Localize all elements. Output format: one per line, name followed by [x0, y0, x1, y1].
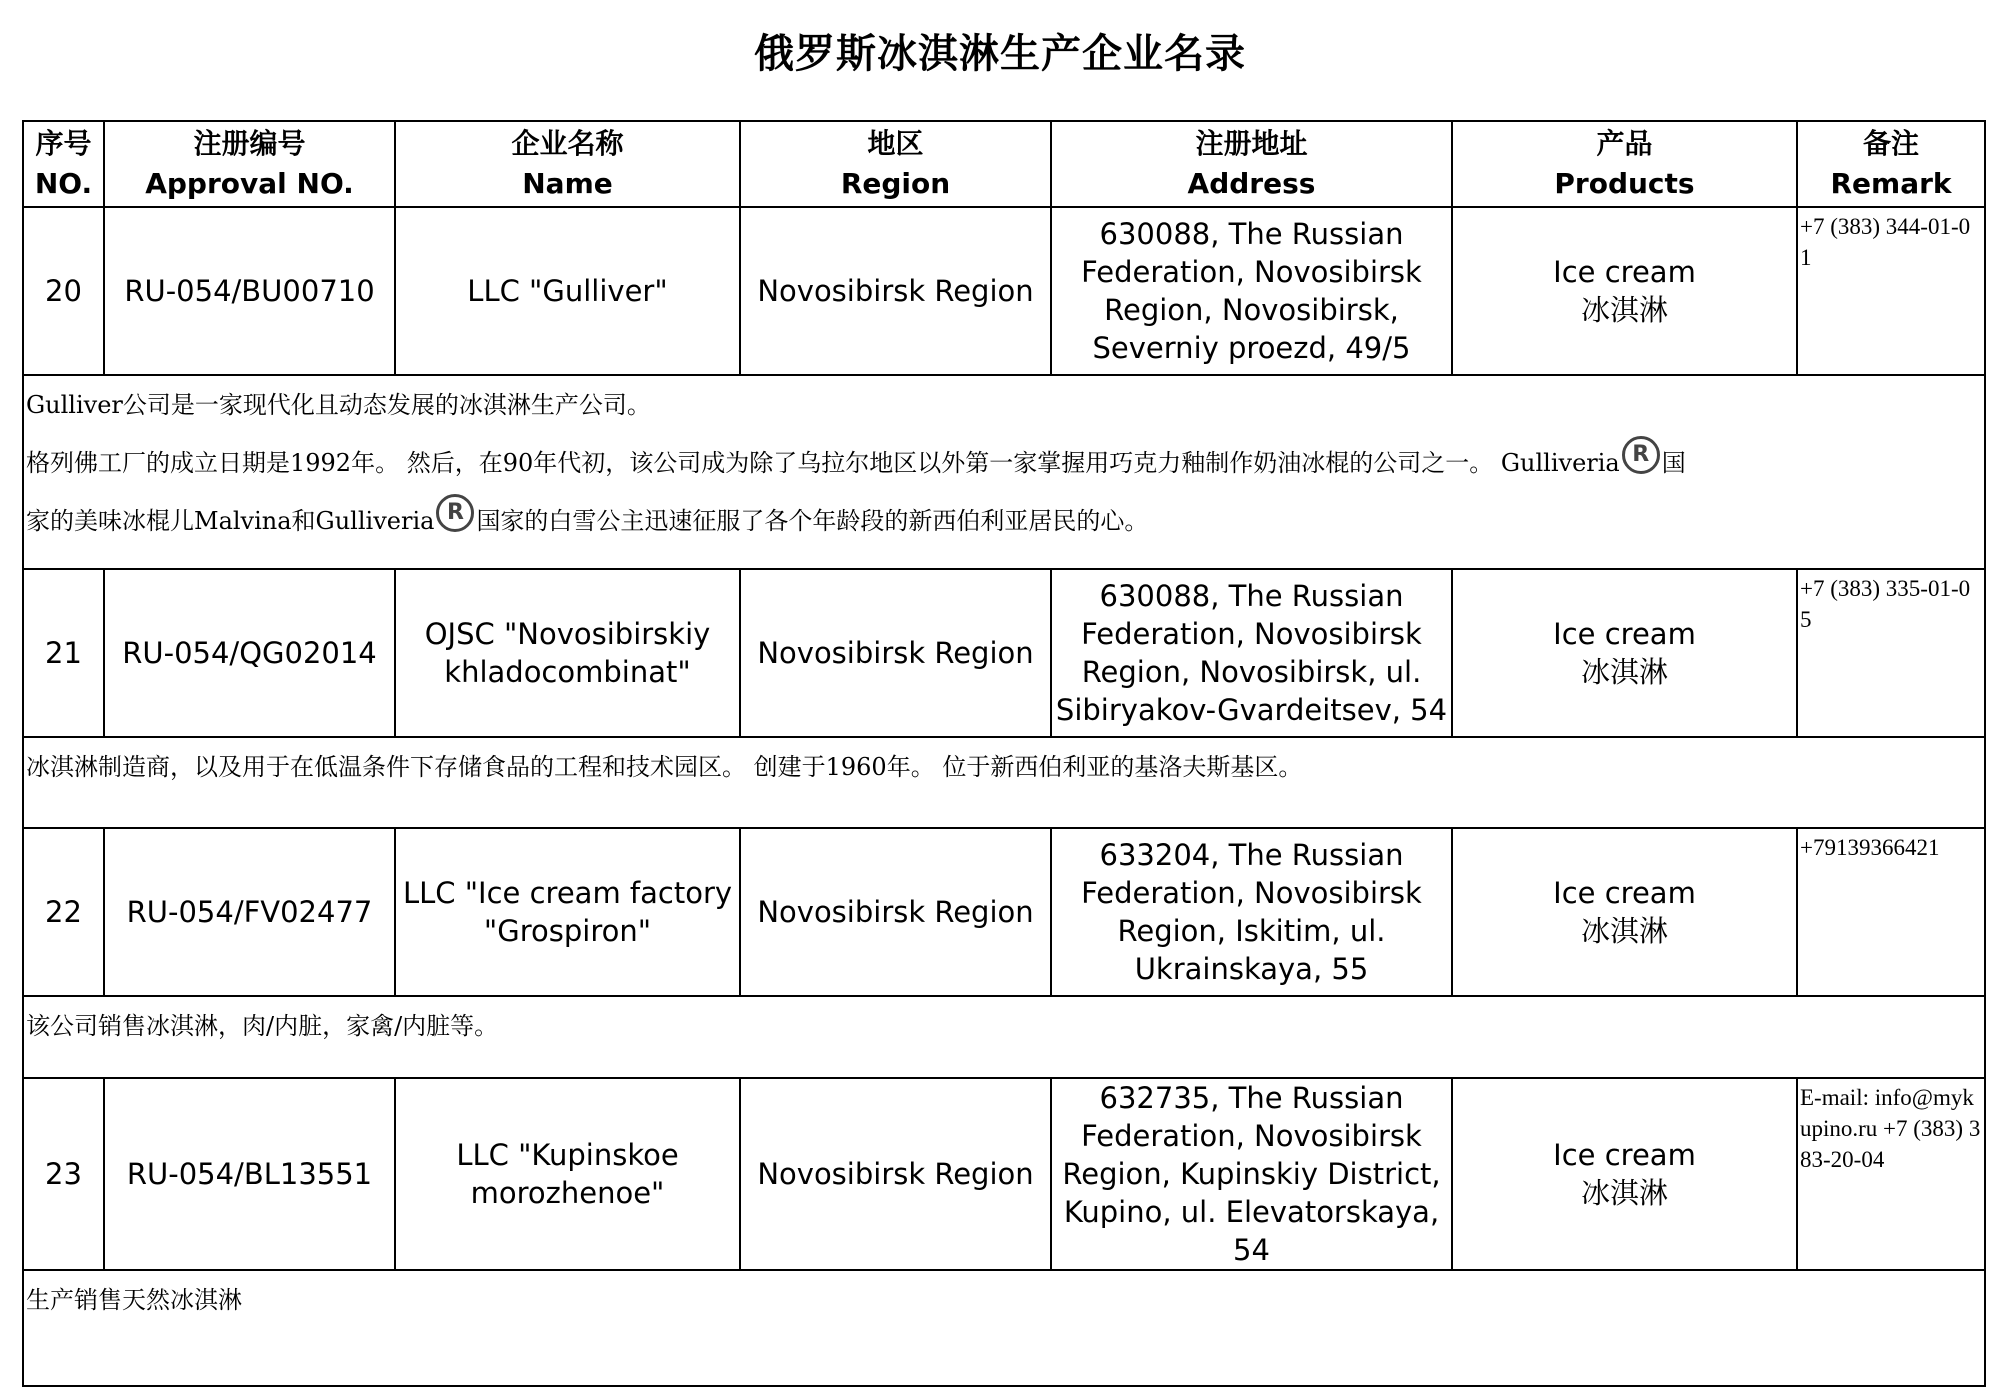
cell-description: 该公司销售冰淇淋，肉/内脏，家禽/内脏等。 [23, 996, 1985, 1078]
table-row [23, 1078, 1985, 1270]
cell-address: 630088, The Russian Federation, Novosibirsk Region, Novosibirsk, ul. Sibiryakov-Gvardeitsev, 54 [1051, 569, 1452, 737]
cell-products: Ice cream 冰淇淋 [1452, 828, 1797, 996]
description-row [23, 737, 1985, 828]
cell-name: LLC "Kupinskoe morozhenoe" [395, 1078, 740, 1270]
cell-approval-no: RU-054/QG02014 [104, 569, 395, 737]
table-row [23, 828, 1985, 996]
registered-trademark-icon: R [1622, 436, 1660, 474]
description-line: Gulliver公司是一家现代化且动态发展的冰淇淋生产公司。 [26, 391, 651, 419]
cell-name: LLC "Gulliver" [395, 207, 740, 375]
cell-approval-no: RU-054/BU00710 [104, 207, 395, 375]
cell-remark: +79139366421 [1797, 828, 1985, 996]
description-row [23, 375, 1985, 569]
cell-approval-no: RU-054/BL13551 [104, 1078, 395, 1270]
cell-description [23, 375, 1985, 569]
cell-approval-no: RU-054/FV02477 [104, 828, 395, 996]
document-title: 俄罗斯冰淇淋生产企业名录 [754, 31, 1246, 77]
cell-products: Ice cream 冰淇淋 [1452, 1078, 1797, 1270]
table-row [23, 207, 1985, 375]
cell-address: 632735, The Russian Federation, Novosibirsk Region, Kupinskiy District, Kupino, ul. Elevatorskaya, 54 [1051, 1078, 1452, 1270]
cell-remark: E-mail: info@mykupino.ru +7 (383) 383-20-04 [1797, 1078, 1985, 1270]
table-row [23, 569, 1985, 737]
header-approval-no: 注册编号 Approval NO. [104, 121, 395, 207]
cell-region: Novosibirsk Region [740, 828, 1051, 996]
cell-no: 23 [23, 1078, 104, 1270]
cell-products: Ice cream 冰淇淋 [1452, 207, 1797, 375]
header-address: 注册地址 Address [1051, 121, 1452, 207]
registered-trademark-icon: R [436, 494, 474, 532]
description-row [23, 1270, 1985, 1386]
cell-address: 630088, The Russian Federation, Novosibirsk Region, Novosibirsk, Severniy proezd, 49/5 [1051, 207, 1452, 375]
cell-description: 冰淇淋制造商，以及用于在低温条件下存储食品的工程和技术园区。 创建于1960年。 位于新西伯利亚的基洛夫斯基区。 [23, 737, 1985, 828]
enterprise-directory-table [22, 120, 1986, 1387]
cell-no: 21 [23, 569, 104, 737]
cell-products: Ice cream 冰淇淋 [1452, 569, 1797, 737]
cell-description: 生产销售天然冰淇淋 [23, 1270, 1985, 1386]
header-name: 企业名称 Name [395, 121, 740, 207]
cell-remark: +7 (383) 335-01-05 [1797, 569, 1985, 737]
header-region: 地区 Region [740, 121, 1051, 207]
description-row [23, 996, 1985, 1078]
cell-no: 20 [23, 207, 104, 375]
header-row [23, 121, 1985, 207]
header-products: 产品 Products [1452, 121, 1797, 207]
header-remark: 备注 Remark [1797, 121, 1985, 207]
cell-no: 22 [23, 828, 104, 996]
header-no: 序号 NO. [23, 121, 104, 207]
cell-remark: +7 (383) 344-01-01 [1797, 207, 1985, 375]
cell-address: 633204, The Russian Federation, Novosibirsk Region, Iskitim, ul. Ukrainskaya, 55 [1051, 828, 1452, 996]
description-paragraph: 格列佛工厂的成立日期是1992年。 然后，在90年代初，该公司成为除了乌拉尔地区以外第一家掌握用巧克力釉制作奶油冰棍的公司之一。 Gulliveria R 国 家的美味冰棍儿Malvina和Gulliveria R 国家的白雪公主迅速征服了各个年龄段的新西伯利亚居民的心。 [26, 434, 1982, 550]
cell-region: Novosibirsk Region [740, 207, 1051, 375]
cell-region: Novosibirsk Region [740, 1078, 1051, 1270]
cell-name: OJSC "Novosibirskiy khladocombinat" [395, 569, 740, 737]
cell-name: LLC "Ice cream factory "Grospiron" [395, 828, 740, 996]
cell-region: Novosibirsk Region [740, 569, 1051, 737]
